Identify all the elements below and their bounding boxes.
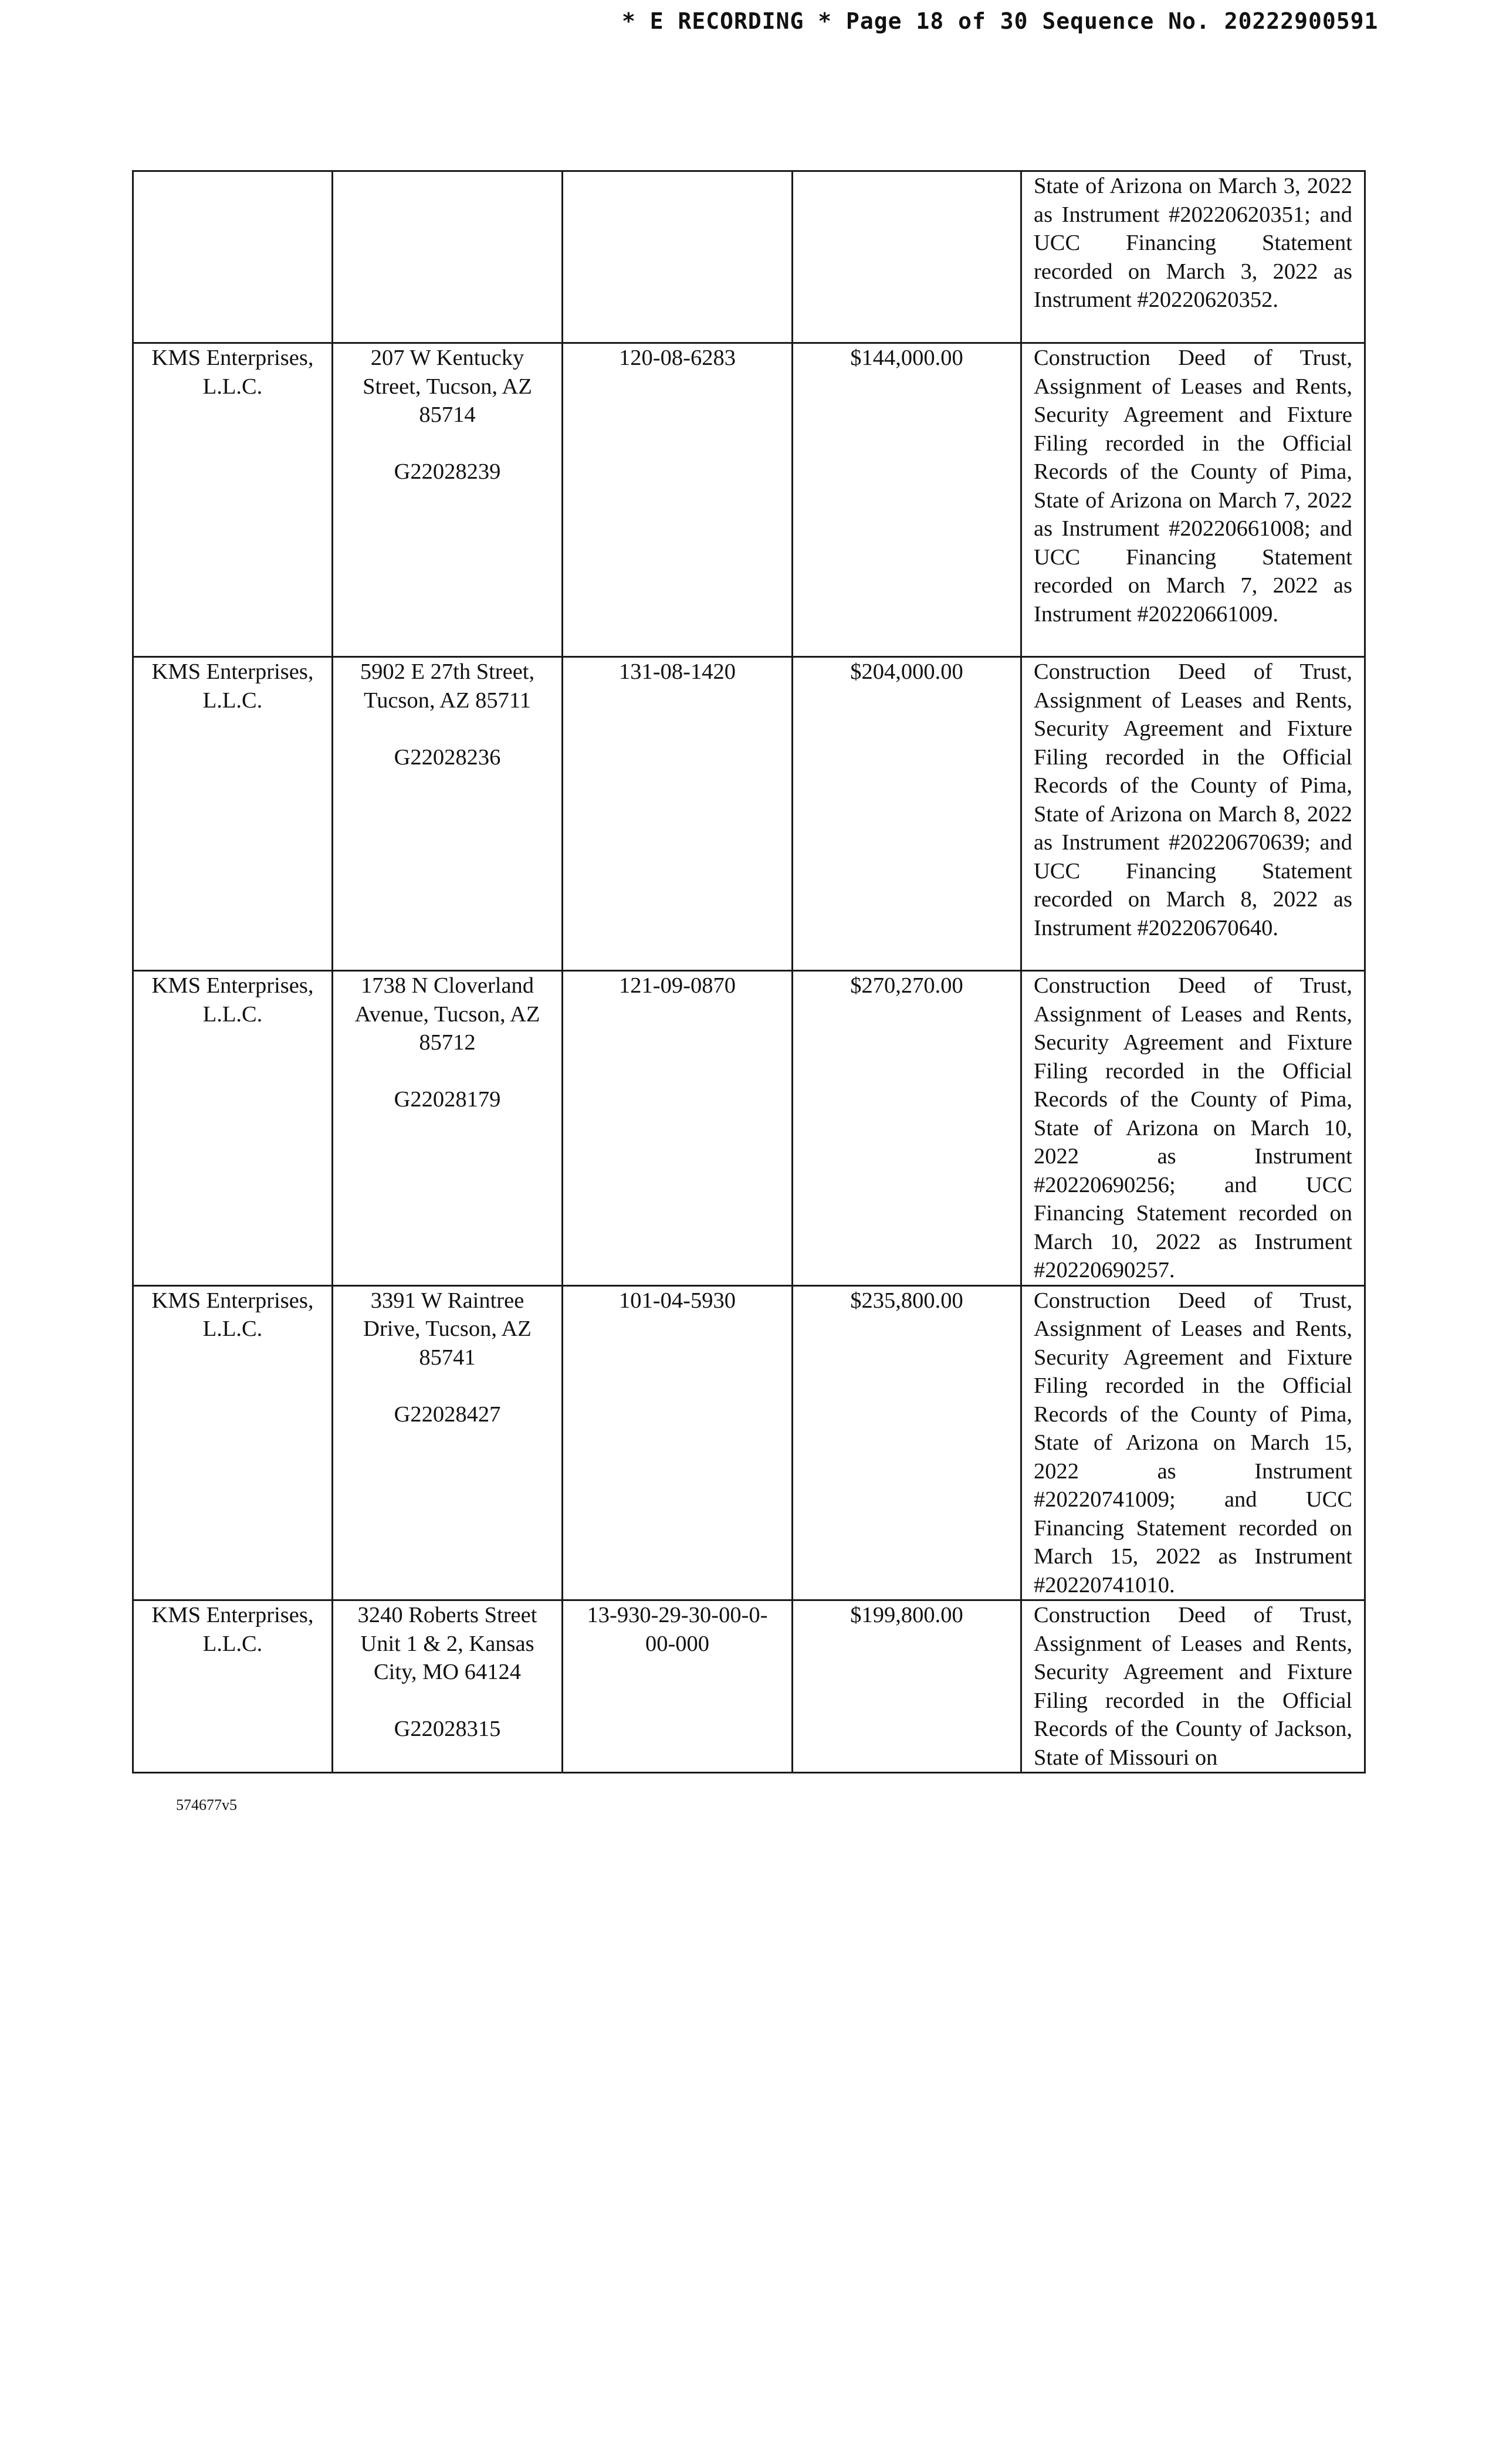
- parcel-number-cell: 101-04-5930: [563, 1285, 793, 1600]
- parcel-number-cell: 131-08-1420: [563, 657, 793, 971]
- property-address: 3240 Roberts Street Unit 1 & 2, Kansas City, MO 64124: [357, 1603, 537, 1684]
- address-cell: [333, 343, 563, 657]
- recording-info-cell: Construction Deed of Trust, Assignment of Leases and Rents, Security Agreement and Fixture Filing recorded in the Official Records of the County of Jackson, State of Missouri on: [1021, 1600, 1365, 1773]
- loan-amount-cell: $199,800.00: [793, 1600, 1021, 1773]
- loan-amount-cell: [793, 171, 1021, 343]
- address-cell: [333, 971, 563, 1286]
- table-row: [133, 1600, 1365, 1773]
- file-number: G22028315: [394, 1717, 501, 1741]
- owner-cell: [133, 171, 333, 343]
- address-cell: [333, 657, 563, 971]
- table-row: [133, 343, 1365, 657]
- table-row: [133, 971, 1365, 1286]
- address-cell: [333, 1600, 563, 1773]
- parcel-number-cell: 13-930-29-30-00-0-00-000: [563, 1600, 793, 1773]
- table-row: [133, 657, 1365, 971]
- owner-cell: KMS Enterprises, L.L.C.: [133, 1285, 333, 1600]
- document-number: 574677v5: [176, 1796, 237, 1813]
- property-address: 5902 E 27th Street, Tucson, AZ 85711: [360, 659, 535, 713]
- recording-info-cell: State of Arizona on March 3, 2022 as Instrument #20220620351; and UCC Financing Statement recorded on March 3, 2022 as Instrument #20220620352.: [1021, 171, 1365, 343]
- recording-info-cell: Construction Deed of Trust, Assignment of Leases and Rents, Security Agreement and Fixture Filing recorded in the Official Records of the County of Pima, State of Arizona on March 8, 2022 as Instrument #20220670639; and UCC Financing Statement recorded on March 8, 2022 as Instrument #20220670640.: [1021, 657, 1365, 971]
- loan-amount-cell: $270,270.00: [793, 971, 1021, 1286]
- property-schedule-table: [132, 170, 1366, 1773]
- property-address: 3391 W Raintree Drive, Tucson, AZ 85741: [363, 1288, 532, 1370]
- file-number: G22028179: [394, 1087, 501, 1112]
- owner-cell: KMS Enterprises, L.L.C.: [133, 343, 333, 657]
- owner-cell: KMS Enterprises, L.L.C.: [133, 971, 333, 1286]
- file-number: G22028236: [394, 744, 501, 770]
- parcel-number-cell: 120-08-6283: [563, 343, 793, 657]
- table-row: [133, 1285, 1365, 1600]
- address-cell: [333, 1285, 563, 1600]
- property-address: 1738 N Cloverland Avenue, Tucson, AZ 85712: [354, 973, 540, 1055]
- owner-cell: KMS Enterprises, L.L.C.: [133, 657, 333, 971]
- loan-amount-cell: $144,000.00: [793, 343, 1021, 657]
- recording-header: * E RECORDING * Page 18 of 30 Sequence No. 20222900591: [622, 8, 1379, 34]
- table-row: [133, 171, 1365, 343]
- recording-info-cell: Construction Deed of Trust, Assignment of Leases and Rents, Security Agreement and Fixture Filing recorded in the Official Records of the County of Pima, State of Arizona on March 15, 2022 as Instrument #20220741009; and UCC Financing Statement recorded on March 15, 2022 as Instrument #20220741010.: [1021, 1285, 1365, 1600]
- file-number: G22028239: [394, 459, 501, 484]
- parcel-number-cell: [563, 171, 793, 343]
- parcel-number-cell: 121-09-0870: [563, 971, 793, 1286]
- loan-amount-cell: $235,800.00: [793, 1285, 1021, 1600]
- file-number: G22028427: [394, 1402, 501, 1427]
- owner-cell: KMS Enterprises, L.L.C.: [133, 1600, 333, 1773]
- loan-amount-cell: $204,000.00: [793, 657, 1021, 971]
- address-cell: [333, 171, 563, 343]
- recording-info-cell: Construction Deed of Trust, Assignment of Leases and Rents, Security Agreement and Fixture Filing recorded in the Official Records of the County of Pima, State of Arizona on March 7, 2022 as Instrument #20220661008; and UCC Financing Statement recorded on March 7, 2022 as Instrument #20220661009.: [1021, 343, 1365, 657]
- recording-info-cell: Construction Deed of Trust, Assignment of Leases and Rents, Security Agreement and Fixture Filing recorded in the Official Records of the County of Pima, State of Arizona on March 10, 2022 as Instrument #20220690256; and UCC Financing Statement recorded on March 10, 2022 as Instrument #20220690257.: [1021, 971, 1365, 1286]
- property-address: 207 W Kentucky Street, Tucson, AZ 85714: [363, 346, 532, 427]
